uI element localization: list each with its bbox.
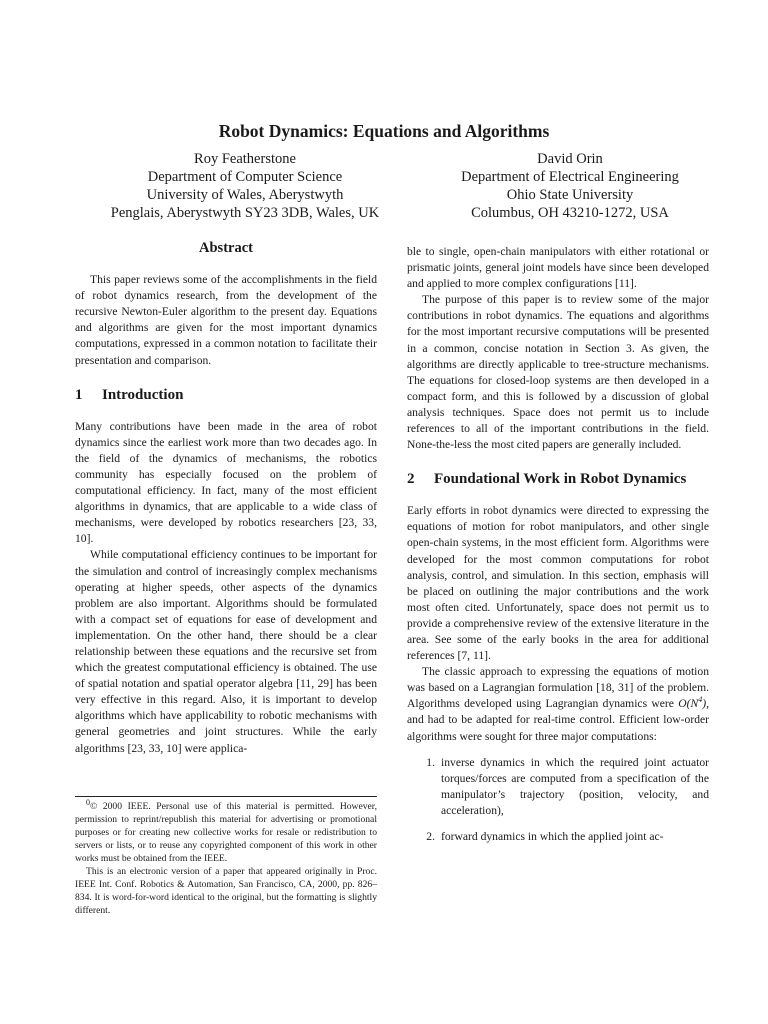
paragraph: The purpose of this paper is to review some of the major contributions in robot dynamics. The equations and algorithms for the most important recursive computations will be presented in a common, concise notation in Section 3. As given, the algorithms are directly applicable to tree-structure mechanisms. The equations for closed-loop systems are then developed in a compact form, and this is followed by a discussion of global analysis techniques. Space does not permit us to include references to all of the important contributions in the field. None-the-less the most cited papers are generally included.	[407, 293, 709, 452]
paragraph-text: The classic approach to expressing the equations of motion was based on a Lagrangian formulation [18, 31] of the problem. Algorithms developed using Lagrangian dynamics were	[407, 665, 709, 711]
author-address: Penglais, Aberystwyth SY23 3DB, Wales, UK	[110, 205, 380, 221]
copyright-footnote	[75, 796, 377, 917]
author-address: Columbus, OH 43210-1272, USA	[471, 205, 669, 221]
section-number: 2	[407, 471, 415, 488]
paragraph-text: , and had to be adapted for real-time control. Efficient low-order algorithms were sought for three major computations:	[407, 697, 709, 743]
right-column	[407, 244, 709, 855]
footnote-mark: 0	[86, 797, 90, 807]
complexity-math: $O(N^4)$	[678, 695, 707, 711]
author-department: Department of Computer Science	[147, 169, 343, 185]
list-item	[407, 829, 709, 845]
list-text: inverse dynamics in which the required joint actuator torques/forces are computed from a specification of the manipulator’s trajectory (position, velocity, and acceleration),	[441, 755, 709, 817]
author-block-2	[420, 150, 720, 222]
paper-title: Robot Dynamics: Equations and Algorithms	[218, 121, 550, 141]
author-name: David Orin	[537, 151, 603, 167]
computation-list	[407, 755, 709, 845]
paragraph: Early efforts in robot dynamics were directed to expressing the equations of motion for robot manipulators, and other single open-chain systems, in the most efficient form. Algorithms were developed for the most common computations for robot analysis, control, and simulation. In this section, emphasis will be placed on outlining the major contributions and the work most often cited. Unfortunately, space does not permit us to provide a comprehensive review of the extensive literature in the area. See some of the early books in the area for additional references [7, 11].	[407, 504, 709, 663]
paragraph	[407, 664, 709, 744]
author-block-1	[75, 150, 415, 222]
abstract-text: This paper reviews some of the accomplishments in the field of robot dynamics research, from the development of the recursive Newton-Euler algorithm to the present day. Equations and algorithms are given for the most important dynamics computations, expressed in a common notation to facilitate their presentation and comparison.	[75, 273, 377, 367]
footnote-copyright: © 2000 IEEE. Personal use of this material is permitted. However, permission to reprint/republish this material for advertising or promotional purposes or for creating new collective works for resale or redistribution to servers or lists, or to reuse any copyrighted component of this work in other works must be obtained from the IEEE.	[75, 801, 377, 864]
abstract-heading: Abstract	[199, 240, 253, 256]
author-institution: University of Wales, Aberystwyth	[146, 187, 344, 203]
section-heading-foundational-work	[407, 469, 709, 489]
section-title: Introduction	[102, 386, 184, 403]
list-number: 2.	[426, 830, 435, 843]
author-name: Roy Featherstone	[194, 151, 296, 167]
paragraph: ble to single, open-chain manipulators with either rotational or prismatic joints, general joint models have since been developed and applied to more complex configurations [11].	[407, 245, 709, 291]
list-item	[407, 755, 709, 819]
author-department: Department of Electrical Engineering	[461, 169, 679, 185]
paragraph: Many contributions have been made in the area of robot dynamics since the earliest work more than two decades ago. In the field of the dynamics of mechanisms, the robotics community has especially focused on the problem of computational efficiency. In fact, many of the most efficient algorithms in dynamics, that are applicable to a wide class of mechanisms, were developed by robotics researchers [23, 33, 10].	[75, 419, 377, 546]
list-text: forward dynamics in which the applied joint ac-	[441, 830, 664, 843]
paragraph: While computational efficiency continues to be important for the simulation and control of increasingly complex mechanisms operating at higher speeds, other aspects of the dynamics problem are also important. Algorithms should be formulated with a compact set of equations for ease of development and implementation. On the other hand, there should be a clear relationship between these equations and the recursive set from which the greatest computational efficiency is obtained. The use of spatial notation and spatial operator algebra [11, 29] has been very effective in this regard. Also, it is important to develop algorithms which have applicability to robotic mechanisms with general geometries and joint structures. While the early algorithms [23, 33, 10] were applica-	[75, 548, 377, 755]
footnote-note: This is an electronic version of a paper that appeared originally in Proc. IEEE Int. Conf. Robotics & Automation, San Francisco, CA, 2000, pp. 826–834. It is word-for-word identical to the original, but the formatting is slightly different.	[75, 866, 377, 916]
section-heading-introduction	[75, 385, 377, 405]
section-number: 1	[75, 386, 83, 403]
section-title: Foundational Work in Robot Dynamics	[434, 471, 687, 488]
left-column	[75, 240, 377, 757]
author-institution: Ohio State University	[506, 187, 634, 203]
list-number: 1.	[426, 755, 435, 769]
